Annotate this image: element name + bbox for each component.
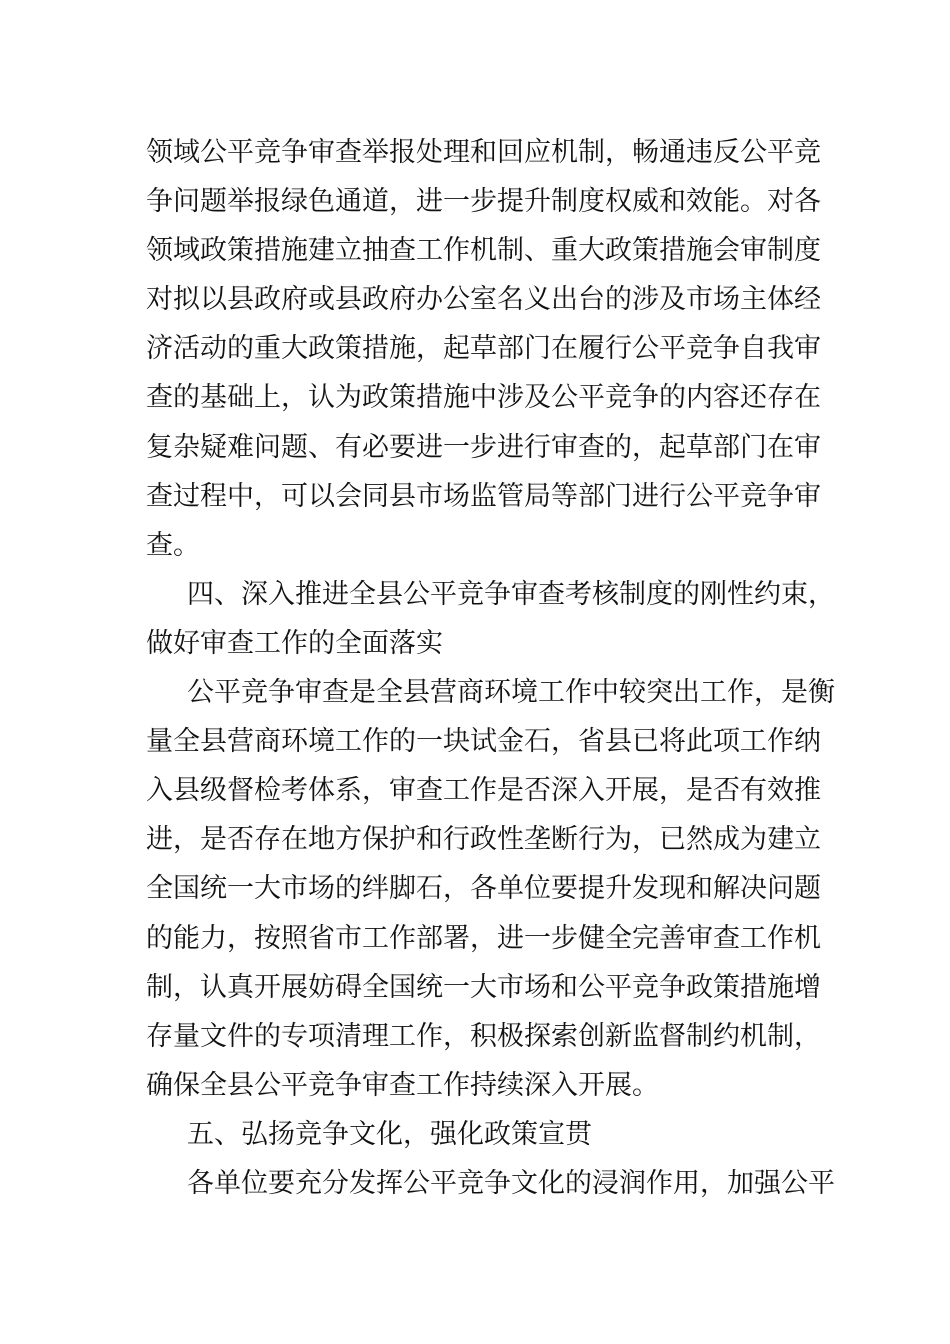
paragraph-line: 复杂疑难问题、有必要进一步进行审查的，起草部门在审 (146, 431, 821, 463)
paragraph-line: 查过程中，可以会同县市场监管局等部门进行公平竞争审 (146, 480, 821, 512)
paragraph-line: 量全县营商环境工作的一块试金石，省县已将此项工作纳 (146, 726, 821, 758)
paragraph-line: 公平竞争审查是全县营商环境工作中较突出工作，是衡 (187, 677, 835, 709)
paragraph-line: 制，认真开展妨碍全国统一大市场和公平竞争政策措施增 (146, 971, 821, 1003)
paragraph-line: 济活动的重大政策措施，起草部门在履行公平竞争自我审 (146, 333, 821, 365)
paragraph-line: 全国统一大市场的绊脚石，各单位要提升发现和解决问题 (146, 873, 821, 905)
paragraph-line: 确保全县公平竞争审查工作持续深入开展。 (146, 1069, 659, 1101)
paragraph-line: 的能力，按照省市工作部署，进一步健全完善审查工作机 (146, 922, 821, 954)
paragraph-line: 查。 (146, 529, 200, 561)
document-body (146, 128, 835, 1208)
paragraph-line: 存量文件的专项清理工作，积极探索创新监督制约机制， (146, 1020, 821, 1052)
section-heading-5: 五、弘扬竞争文化，强化政策宣贯 (187, 1118, 592, 1150)
paragraph-line: 查的基础上，认为政策措施中涉及公平竞争的内容还存在 (146, 382, 821, 414)
section-heading-4-cont: 做好审查工作的全面落实 (146, 627, 443, 659)
paragraph-line: 领域公平竞争审查举报处理和回应机制，畅通违反公平竞 (146, 137, 821, 168)
section-heading-4: 四、深入推进全县公平竞争审查考核制度的刚性约束， (187, 578, 835, 610)
paragraph-line: 争问题举报绿色通道，进一步提升制度权威和效能。对各 (146, 186, 821, 218)
paragraph-line: 对拟以县政府或县政府办公室名义出台的涉及市场主体经 (146, 284, 821, 316)
paragraph-line: 入县级督检考体系，审查工作是否深入开展，是否有效推 (146, 775, 821, 807)
paragraph-line: 各单位要充分发挥公平竞争文化的浸润作用，加强公平 (187, 1167, 835, 1199)
paragraph-line: 领域政策措施建立抽查工作机制、重大政策措施会审制度 (146, 235, 821, 267)
paragraph-line: 进，是否存在地方保护和行政性垄断行为，已然成为建立 (146, 824, 821, 856)
